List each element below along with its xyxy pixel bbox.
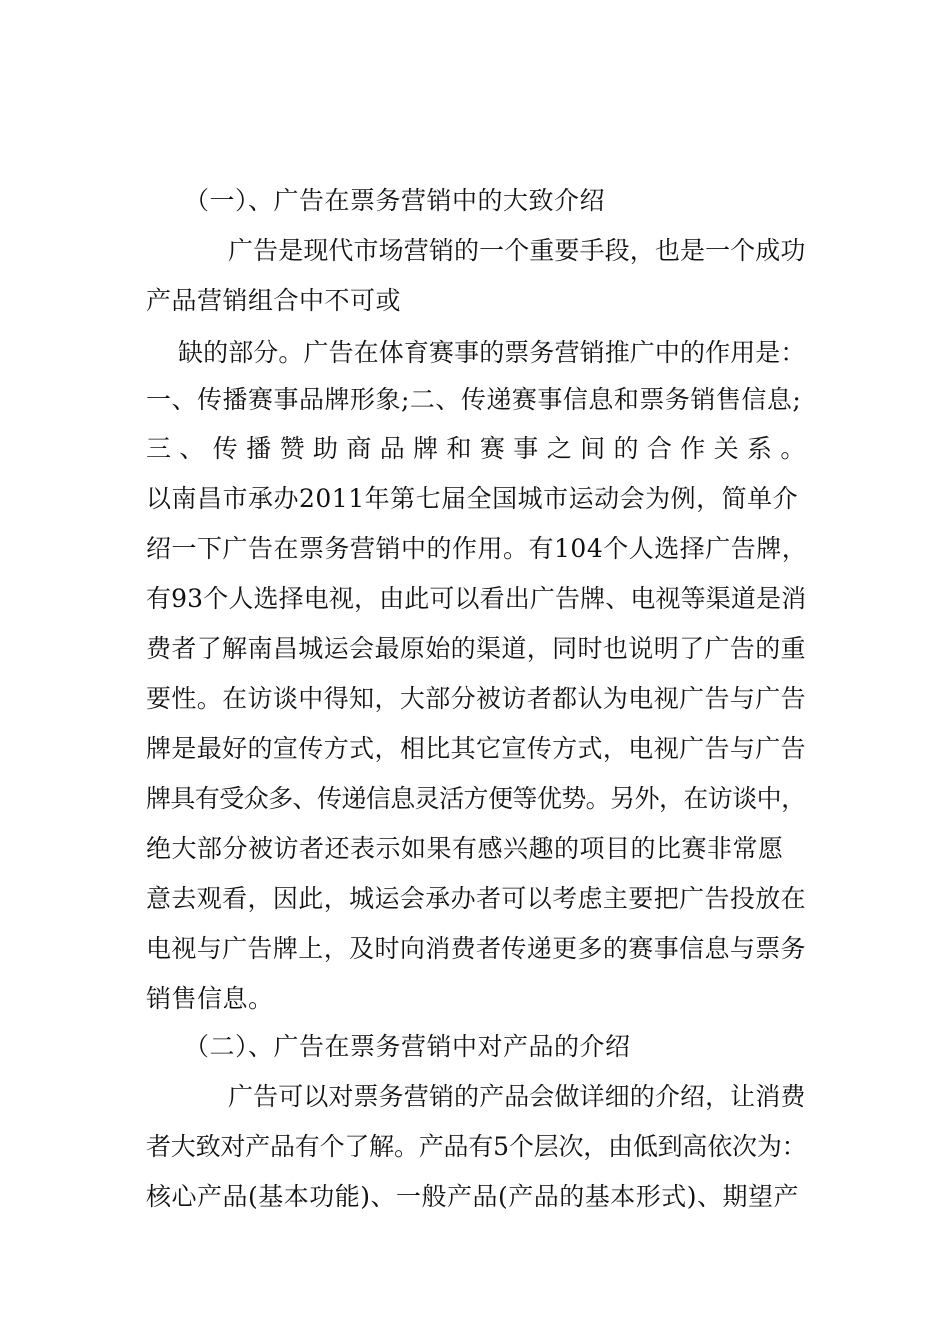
section-heading-2: （二）、广告在票务营销中对产品的介绍 — [184, 1032, 631, 1061]
paragraph-line-justified: 三 、 传 播 赞 助 商 品 牌 和 赛 事 之 间 的 合 作 关 系 。 — [146, 434, 806, 463]
paragraph-line: 广告可以对票务营销的产品会做详细的介绍，让消费 — [228, 1082, 806, 1111]
paragraph-line: 一、传播赛事品牌形象;二、传递赛事信息和票务销售信息; — [146, 385, 802, 414]
paragraph-line: 绍一下广告在票务营销中的作用。有104个人选择广告牌， — [146, 534, 808, 563]
paragraph-line: 有93个人选择电视，由此可以看出广告牌、电视等渠道是消 — [146, 584, 807, 613]
paragraph-line: 广告是现代市场营销的一个重要手段，也是一个成功 — [228, 236, 806, 265]
paragraph-line: 电视与广告牌上，及时向消费者传递更多的赛事信息与票务 — [146, 934, 807, 963]
paragraph-line: 绝大部分被访者还表示如果有感兴趣的项目的比赛非常愿 — [146, 834, 784, 863]
paragraph-line: 者大致对产品有个了解。产品有5个层次，由低到高依次为： — [146, 1132, 807, 1161]
paragraph-line: 意去观看，因此，城运会承办者可以考虑主要把广告投放在 — [146, 884, 807, 913]
paragraph-line: 牌具有受众多、传递信息灵活方便等优势。另外，在访谈中， — [146, 784, 806, 813]
paragraph-line: 销售信息。 — [146, 984, 274, 1013]
paragraph-line: 牌是最好的宣传方式，相比其它宣传方式，电视广告与广告 — [146, 734, 807, 763]
paragraph-line: 以南昌市承办2011年第七届全国城市运动会为例，简单介 — [146, 484, 799, 513]
section-heading-1: （一）、广告在票务营销中的大致介绍 — [184, 186, 606, 215]
paragraph-line: 产品营销组合中不可或 — [146, 286, 402, 315]
paragraph-line: 费者了解南昌城运会最原始的渠道，同时也说明了广告的重 — [146, 634, 807, 663]
paragraph-line: 缺的部分。广告在体育赛事的票务营销推广中的作用是： — [178, 338, 806, 367]
paragraph-line: 核心产品(基本功能)、一般产品(产品的基本形式)、期望产 — [146, 1182, 800, 1211]
paragraph-line: 要性。在访谈中得知，大部分被访者都认为电视广告与广告 — [146, 684, 807, 713]
